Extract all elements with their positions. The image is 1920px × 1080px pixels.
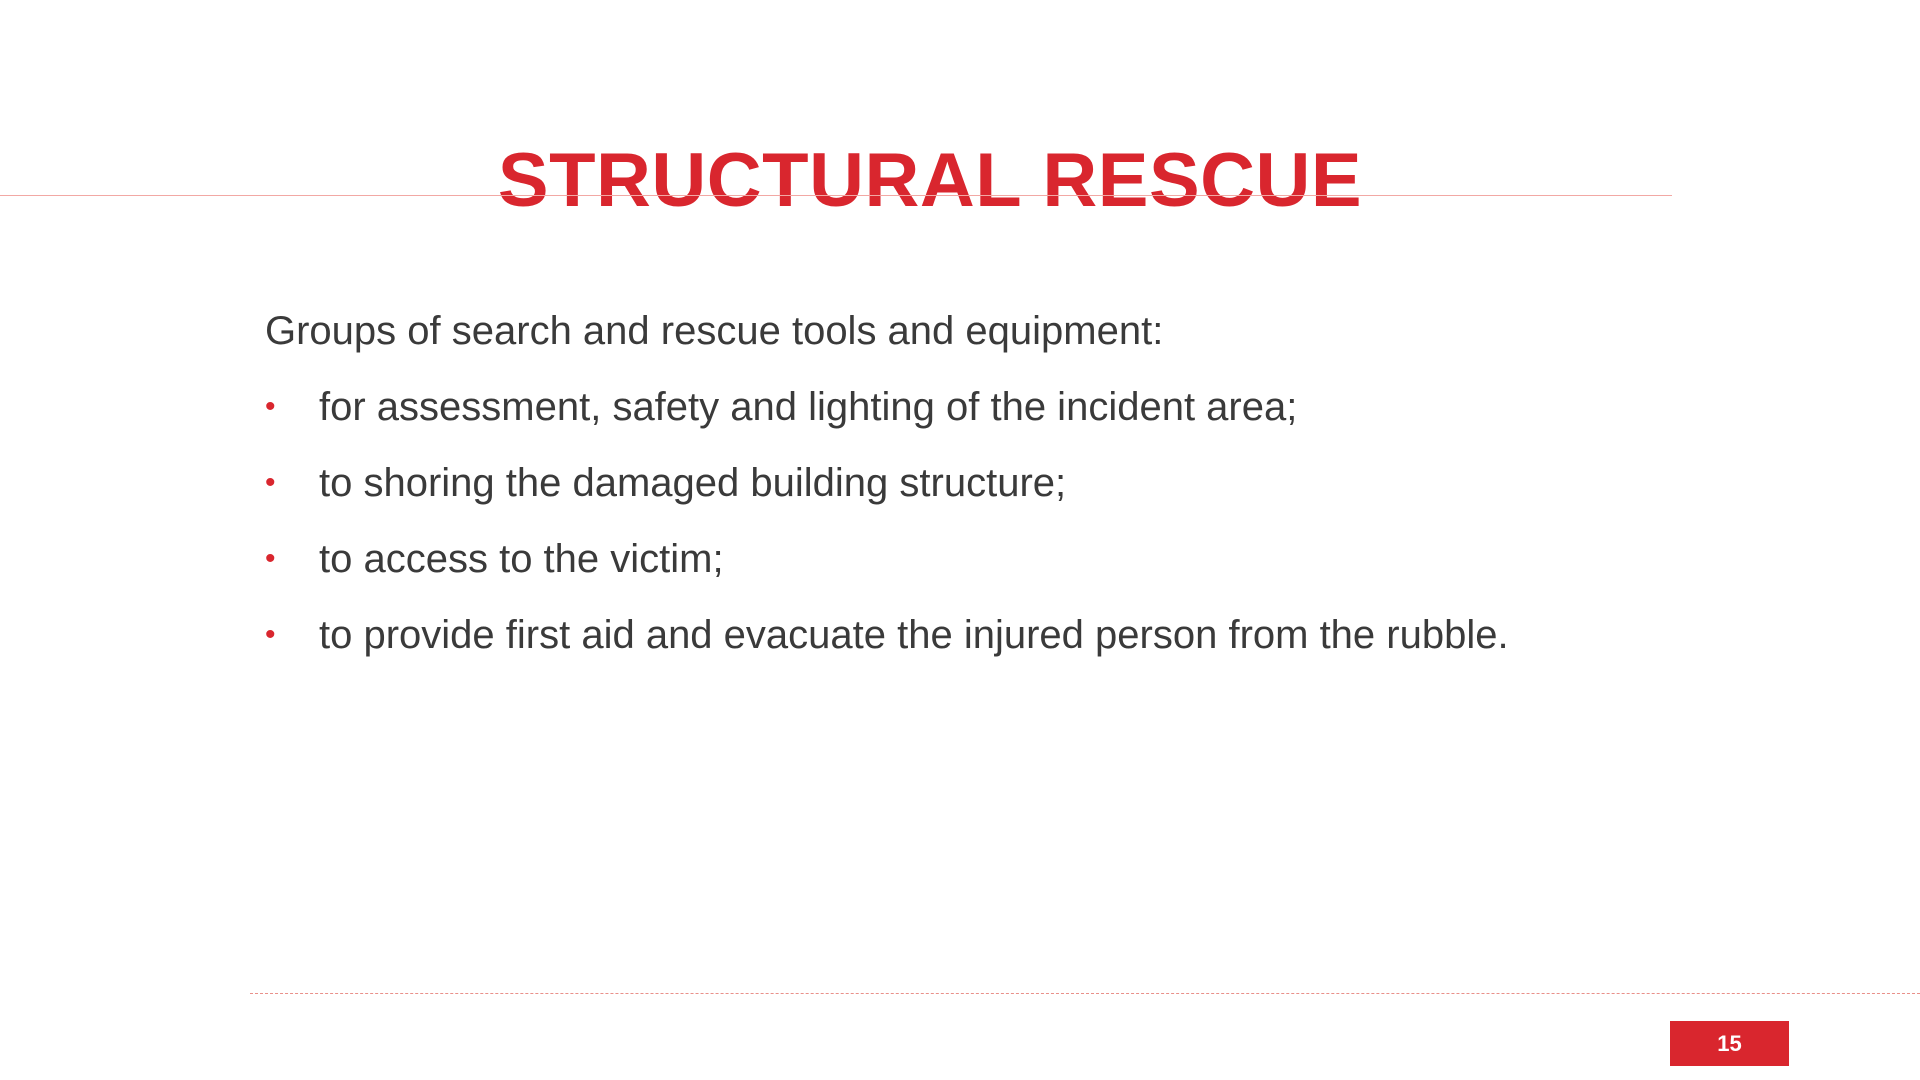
bullet-item bbox=[265, 612, 1665, 658]
slide-title: STRUCTURAL RESCUE bbox=[497, 137, 1363, 223]
page-number: 15 bbox=[1717, 1030, 1742, 1056]
bullet-text: to provide first aid and evacuate the injured person from the rubble. bbox=[319, 613, 1509, 657]
bullet-item bbox=[265, 384, 1665, 430]
slide-content bbox=[265, 308, 1665, 688]
bullet-item bbox=[265, 460, 1665, 506]
bullet-icon: • bbox=[265, 618, 276, 651]
intro-text: Groups of search and rescue tools and equipment: bbox=[265, 309, 1164, 353]
bullet-text: to access to the victim; bbox=[319, 537, 724, 581]
bullet-icon: • bbox=[265, 466, 276, 499]
bullet-text: for assessment, safety and lighting of the incident area; bbox=[319, 385, 1298, 429]
footer-divider bbox=[250, 993, 1920, 994]
bullet-item bbox=[265, 536, 1665, 582]
page-number-badge bbox=[1670, 1021, 1789, 1066]
bullet-icon: • bbox=[265, 390, 276, 423]
bullet-icon: • bbox=[265, 542, 276, 575]
title-divider bbox=[0, 195, 1672, 196]
bullet-text: to shoring the damaged building structure; bbox=[319, 461, 1067, 505]
bullet-list bbox=[265, 384, 1665, 658]
